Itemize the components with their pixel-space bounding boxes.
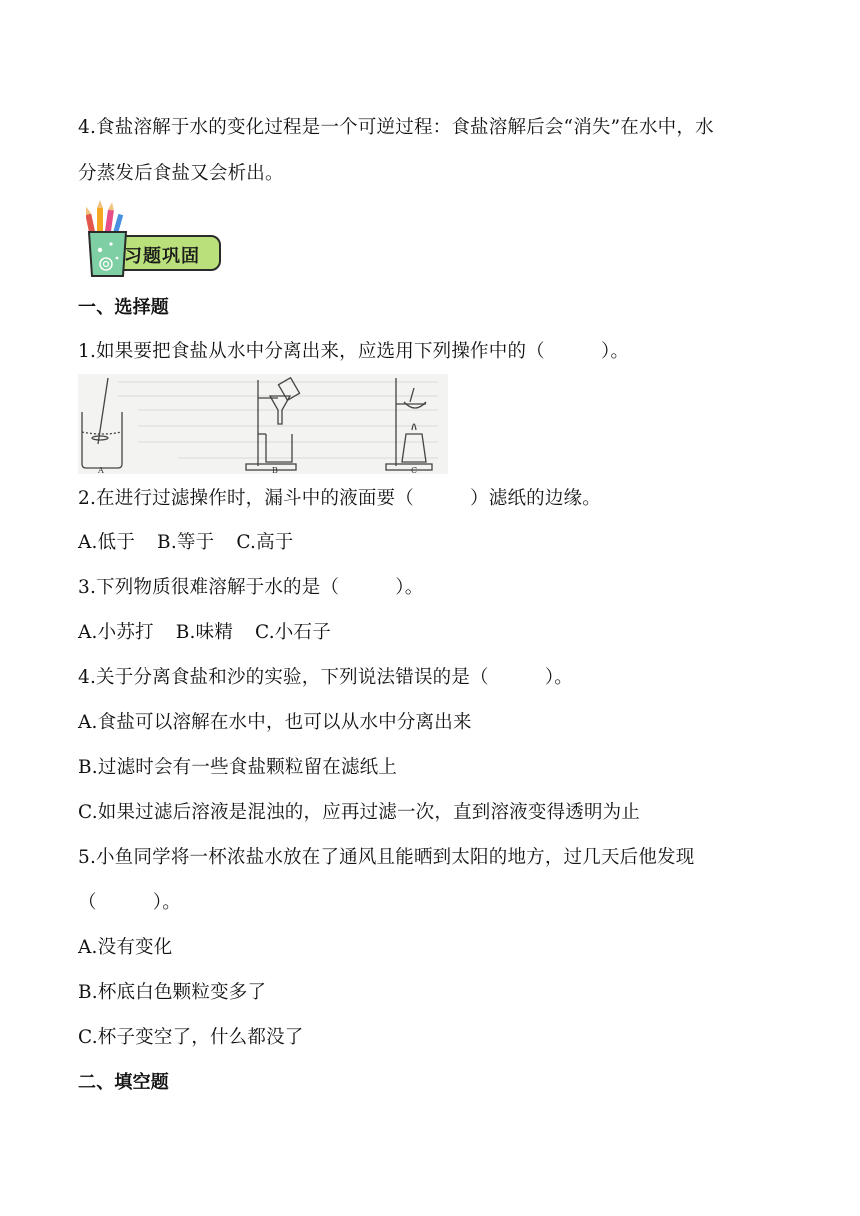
section-badge: [86, 200, 226, 280]
section-title-choice: 一、选择题: [78, 297, 169, 318]
figure-label-c: C: [411, 466, 418, 474]
question-1: 1.如果要把食盐从水中分离出来，应选用下列操作中的（ ）。: [78, 341, 630, 362]
q3-option-a: A.小苏打: [78, 622, 154, 643]
q3-option-c: C.小石子: [255, 622, 331, 643]
pencil-cup-icon: [86, 200, 226, 280]
figure-label-a: A: [98, 466, 104, 474]
q4-option-c: C.如果过滤后溶液是混浊的，应再过滤一次，直到溶液变得透明为止: [78, 802, 641, 823]
badge-label: 习题巩固: [124, 246, 200, 267]
q5-option-b: B.杯底白色颗粒变多了: [78, 982, 267, 1003]
q5-option-a: A.没有变化: [78, 937, 173, 958]
question-5-line-1: 5.小鱼同学将一杯浓盐水放在了通风且能晒到太阳的地方，过几天后他发现: [78, 847, 695, 868]
figure-label-b: B: [272, 466, 278, 474]
q4-option-a: A.食盐可以溶解在水中，也可以从水中分离出来: [78, 712, 472, 733]
apparatus-figure: [78, 374, 448, 474]
q4-option-b: B.过滤时会有一些食盐颗粒留在滤纸上: [78, 757, 398, 778]
intro-line-2: 分蒸发后食盐又会析出。: [78, 163, 284, 184]
section-title-fill: 二、填空题: [78, 1072, 169, 1093]
question-3: 3.下列物质很难溶解于水的是（ ）。: [78, 577, 424, 598]
q5-option-c: C.杯子变空了，什么都没了: [78, 1027, 304, 1048]
question-2: 2.在进行过滤操作时，漏斗中的液面要（ ）滤纸的边缘。: [78, 488, 601, 509]
filtration-diagram: [246, 378, 300, 470]
question-4: 4.关于分离食盐和沙的实验，下列说法错误的是（ ）。: [78, 667, 574, 688]
q2-option-c: C.高于: [236, 532, 294, 553]
evaporation-diagram: [386, 378, 432, 470]
q3-option-b: B.味精: [175, 622, 234, 643]
question-2-options: [78, 531, 294, 555]
q2-option-b: B.等于: [157, 532, 215, 553]
question-3-options: [78, 621, 331, 645]
beaker-stirring-diagram: [82, 378, 122, 468]
question-5-line-2: （ ）。: [78, 892, 181, 913]
q2-option-a: A.低于: [78, 532, 136, 553]
intro-line-1: 4.食盐溶解于水的变化过程是一个可逆过程：食盐溶解后会“消失”在水中，水: [78, 117, 714, 138]
